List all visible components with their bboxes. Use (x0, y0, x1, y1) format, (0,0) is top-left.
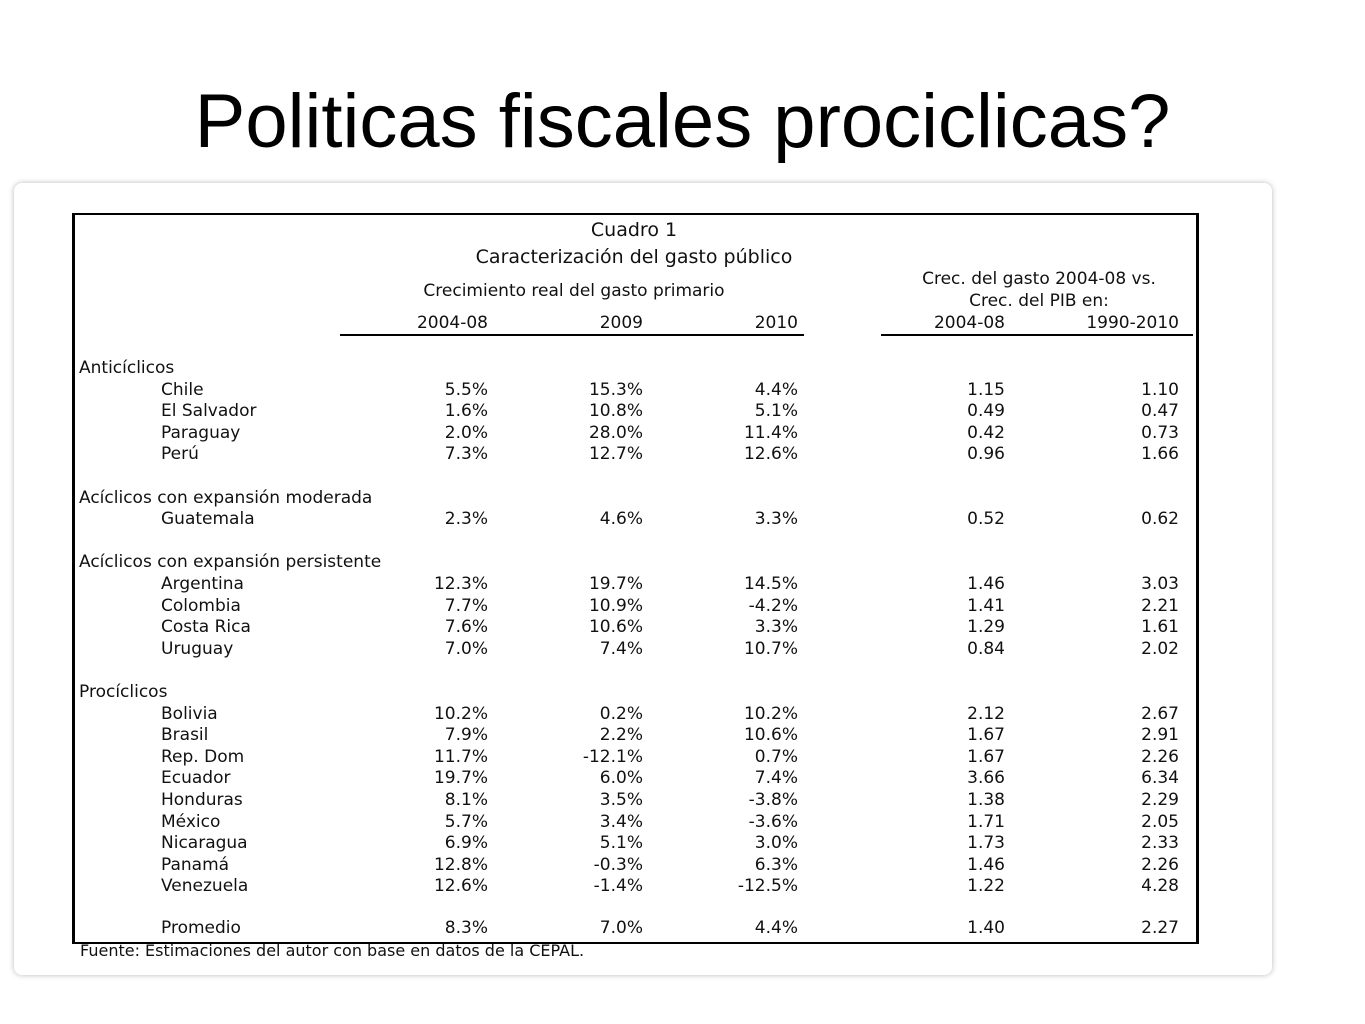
table-cell: 1.15 (967, 379, 1005, 400)
group-label: Procíclicos (79, 682, 168, 702)
table-cell: 2.91 (1141, 725, 1179, 746)
table-cell: 0.42 (967, 422, 1005, 443)
table-cell: 12.6% (433, 876, 488, 897)
table-cell: 0.62 (1141, 509, 1179, 530)
row-country: El Salvador (161, 401, 257, 422)
row-country: Perú (161, 444, 199, 465)
table-cell: 7.4% (754, 768, 798, 789)
table-cell: 12.6% (743, 444, 798, 465)
table-cell: 3.3% (754, 509, 798, 530)
table-cell: 11.7% (433, 746, 488, 767)
table-cell: 11.4% (743, 422, 798, 443)
row-country: Venezuela (161, 876, 249, 897)
group-label: Anticíclicos (79, 358, 175, 378)
table-cell: 2.0% (444, 422, 488, 443)
column-header: 2004-08 (933, 313, 1005, 333)
column-header: 1990-2010 (1086, 313, 1179, 333)
average-cell: 1.40 (967, 918, 1005, 938)
table-cell: 1.71 (967, 811, 1005, 832)
table-cell: 8.1% (444, 790, 488, 810)
table-cell: 12.8% (433, 854, 488, 875)
average-cell: 2.27 (1141, 918, 1179, 938)
group-label: Acíclicos con expansión moderada (79, 487, 373, 508)
row-country: Bolivia (161, 703, 218, 724)
table-cell: 1.29 (967, 617, 1005, 638)
column-header: 2010 (754, 313, 798, 333)
group1-header: Crecimiento real del gasto primario (423, 281, 725, 301)
table-cell: 0.73 (1141, 422, 1179, 443)
table-cell: 4.4% (754, 379, 798, 400)
table-cell: 5.5% (444, 379, 488, 400)
table-cell: 14.5% (743, 574, 798, 594)
table-cell: 15.3% (588, 379, 643, 400)
table-cell: 2.67 (1141, 703, 1179, 724)
table-cell: 1.46 (967, 854, 1005, 875)
header-rule-left (340, 334, 804, 336)
table-cell: 0.7% (754, 746, 798, 767)
table-cell: -0.3% (593, 854, 643, 875)
table-cell: 1.67 (967, 725, 1005, 746)
table-cell: 0.47 (1141, 401, 1179, 422)
row-country: Uruguay (161, 638, 234, 659)
table-cell: 6.34 (1141, 768, 1179, 789)
table-cell: 0.52 (967, 509, 1005, 530)
table-cell: 7.9% (444, 725, 488, 746)
table-cell: 1.22 (967, 876, 1005, 897)
table-cell: -1.4% (593, 876, 643, 897)
row-country: Ecuador (161, 768, 231, 789)
table-cell: 7.6% (444, 617, 488, 638)
table-subtitle: Caracterización del gasto público (475, 246, 793, 268)
table-cell: 3.0% (754, 833, 798, 854)
table-cell: 1.46 (967, 574, 1005, 594)
table-cell: 12.7% (588, 444, 643, 465)
row-country: Brasil (161, 725, 209, 746)
table-cell: 2.33 (1141, 833, 1179, 854)
table-cell: 0.84 (967, 638, 1005, 659)
table-cell: 6.0% (599, 768, 643, 789)
average-cell: 4.4% (754, 918, 798, 938)
row-country: Panamá (161, 854, 230, 875)
table-cell: 10.6% (743, 725, 798, 746)
table-cell: 10.9% (588, 595, 643, 616)
table-cell: 2.2% (599, 725, 643, 746)
table-cell: 2.12 (967, 703, 1005, 724)
table-cell: -3.8% (748, 790, 798, 810)
table-cell: 4.6% (599, 509, 643, 530)
row-country: Argentina (161, 574, 244, 594)
table-cell: 7.0% (444, 638, 488, 659)
table-cell: 10.6% (588, 617, 643, 638)
table-cell: 10.7% (743, 638, 798, 659)
table-cell: -12.1% (582, 746, 643, 767)
table-cell: 1.67 (967, 746, 1005, 767)
table-cell: 5.1% (754, 401, 798, 422)
average-label: Promedio (161, 918, 241, 938)
table-caption: Cuadro 1 (590, 219, 678, 241)
table-cell: 10.2% (433, 703, 488, 724)
table-image-card (14, 183, 1272, 975)
table-cell: 3.4% (599, 811, 643, 832)
table-cell: 2.02 (1141, 638, 1179, 659)
table-cell: 2.26 (1141, 746, 1179, 767)
table-cell: 2.26 (1141, 854, 1179, 875)
column-header: 2009 (599, 313, 643, 333)
table-cell: 0.96 (967, 444, 1005, 465)
table-cell: -12.5% (737, 876, 798, 897)
average-cell: 7.0% (599, 918, 643, 938)
table-cell: 19.7% (588, 574, 643, 594)
table-cell: 0.49 (967, 401, 1005, 422)
table-cell: 1.61 (1141, 617, 1179, 638)
table-cell: 7.3% (444, 444, 488, 465)
table-cell: 12.3% (433, 574, 488, 594)
table-cell: 7.4% (599, 638, 643, 659)
table-cell: 3.66 (967, 768, 1005, 789)
slide-title: Politicas fiscales prociclicas? (194, 79, 1171, 164)
table-cell: 3.03 (1141, 574, 1179, 594)
table-cell: 5.7% (444, 811, 488, 832)
table-cell: 3.3% (754, 617, 798, 638)
table-cell: 4.28 (1141, 876, 1179, 897)
average-cell: 8.3% (444, 918, 488, 938)
table-cell: 0.2% (599, 703, 643, 724)
table-cell: 10.2% (743, 703, 798, 724)
group2-header-line2: Crec. del PIB en: (969, 291, 1109, 311)
table-cell: 1.10 (1141, 379, 1179, 400)
table-cell: 19.7% (433, 768, 488, 789)
table-cell: 28.0% (588, 422, 643, 443)
row-country: Chile (161, 379, 204, 400)
table-cell: 6.9% (444, 833, 488, 854)
row-country: Costa Rica (161, 617, 251, 638)
row-country: Nicaragua (161, 833, 248, 854)
table-cell: 1.38 (967, 790, 1005, 810)
table-cell: 1.73 (967, 833, 1005, 854)
table-cell: 2.05 (1141, 811, 1179, 832)
table-cell: 1.6% (444, 401, 488, 422)
table-cell: 3.5% (599, 790, 643, 810)
header-rule-right (881, 334, 1193, 336)
row-country: México (161, 811, 221, 832)
row-country: Rep. Dom (161, 746, 245, 767)
row-country: Guatemala (161, 509, 255, 530)
table-cell: 6.3% (754, 854, 798, 875)
table-cell: 2.21 (1141, 595, 1179, 616)
table-cell: 5.1% (599, 833, 643, 854)
table-cell: -3.6% (748, 811, 798, 832)
table-source: Fuente: Estimaciones del autor con base en datos de la CEPAL. (80, 941, 585, 960)
table-cell: 1.41 (967, 595, 1005, 616)
row-country: Colombia (161, 595, 241, 616)
table-cell: 10.8% (588, 401, 643, 422)
table-cell: 2.29 (1141, 790, 1179, 810)
column-header: 2004-08 (416, 313, 488, 333)
table-cell: 2.3% (444, 509, 488, 530)
group2-header-line1: Crec. del gasto 2004-08 vs. (922, 269, 1156, 289)
table-cell: 7.7% (444, 595, 488, 616)
table-cell: -4.2% (748, 595, 798, 616)
row-country: Paraguay (161, 422, 241, 443)
row-country: Honduras (161, 790, 243, 810)
group-label: Acíclicos con expansión persistente (79, 552, 382, 573)
table-cell: 1.66 (1141, 444, 1179, 465)
